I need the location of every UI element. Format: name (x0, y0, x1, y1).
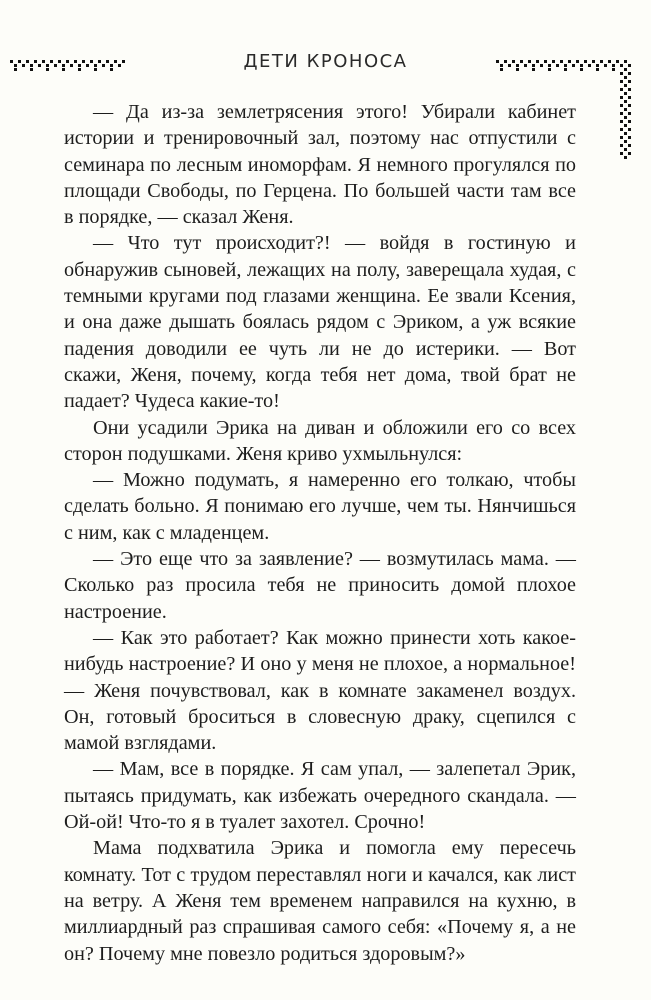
paragraph: Мама подхватила Эрика и помогла ему пересечь комнату. Тот с трудом переставлял ноги и качался, как лист на ветру. А Женя тем временем направился на кухню, в миллиардный раз спрашивая самого себя: «Почему я, а не он? Почему мне повезло родиться здоровым?» (64, 837, 576, 965)
paragraph: — Как это работает? Как можно принести хоть какое-нибудь настроение? И оно у меня не плохое, а нормальное! — Женя почувствовал, как в комнате закаменел воздух. Он, готовый броситься в словесную драку, сцепился с мамой взглядами. (64, 626, 576, 755)
paragraph: — Да из-за землетрясения этого! Убирали кабинет истории и тренировочный зал, поэтому нас отпустили с семинара по лесным иноморфам. Я немного прогулялся по площади Свободы, по Герцена. По большей части там все в порядке, — сказал Женя. (64, 101, 576, 229)
paragraph: — Можно подумать, я намеренно его толкаю, чтобы сделать больно. Я понимаю его лучше, чем ты. Нянчишься с ним, как с младенцем. (64, 469, 576, 544)
paragraph: — Мам, все в порядке. Я сам упал, — залепетал Эрик, пытаясь придумать, как избежать очередного скандала. — Ой-ой! Что-то я в туалет захотел. Срочно! (64, 758, 576, 834)
paragraph: — Это еще что за заявление? — возмутилась мама. — Сколько раз просила тебя не приносить домой плохое настроение. (64, 548, 576, 623)
paragraph: Они усадили Эрика на диван и обложили его со всех сторон подушками. Женя криво ухмыльнулся: (64, 416, 576, 465)
running-title: ДЕТИ КРОНОСА (243, 51, 408, 72)
page-body-text (64, 99, 576, 967)
paragraph: — Что тут происходит?! — войдя в гостиную и обнаружив сыновей, лежащих на полу, заверещала худая, с темными кругами под глазами женщина. Ее звали Ксения, и она даже дышать боялась рядом с Эриком, а уж всякие падения доводили ее чуть ли не до истерики. — Вот скажи, Женя, почему, когда тебя нет дома, твой брат не падает? Чудеса какие-то! (64, 232, 576, 413)
